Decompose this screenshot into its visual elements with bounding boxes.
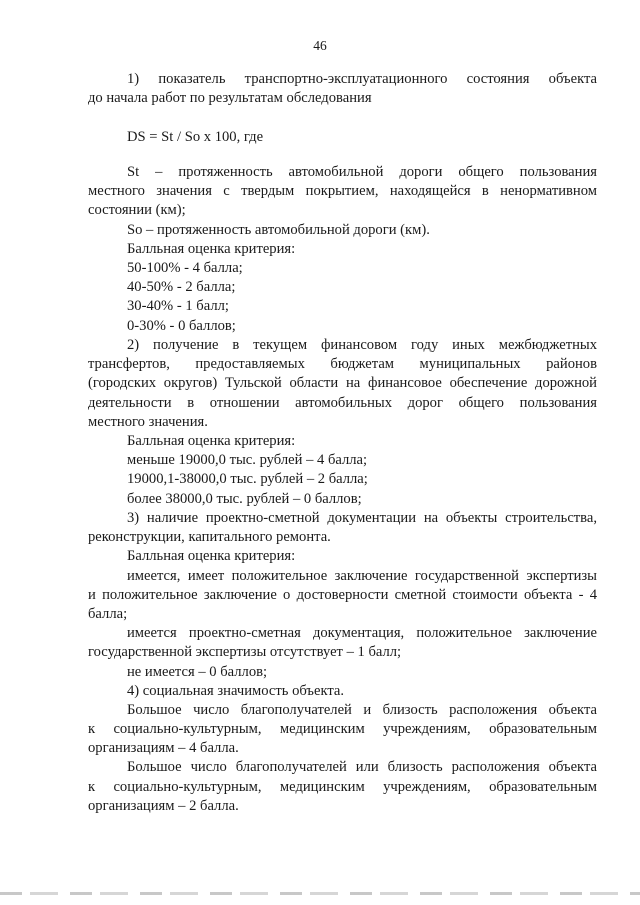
page-number: 46 (313, 38, 327, 53)
text-line: до начала работ по результатам обследования (88, 90, 372, 107)
text-line: имеется проектно-сметная документация, положительное заключение (127, 625, 597, 642)
scan-edge-artifact (0, 892, 640, 895)
score-heading: Балльная оценка критерия: (127, 432, 296, 449)
score-item: меньше 19000,0 тыс. рублей – 4 балла; (127, 452, 368, 469)
formula (88, 128, 597, 147)
text-line: балла; (88, 605, 128, 622)
text-line: организациям – 4 балла. (88, 740, 239, 757)
text-line: местного значения с твердым покрытием, находящейся в ненормативном (88, 183, 597, 200)
text-line: 3) наличие проектно-сметной документации на объекты строительства, (127, 510, 597, 526)
score-item: 30-40% - 1 балл; (127, 298, 229, 315)
text-line: деятельности в отношении автомобильных дорог общего пользования (88, 394, 597, 411)
text-line: государственной экспертизы отсутствует – 1 балл; (88, 644, 402, 661)
text-line: Большое число благополучателей и близость расположения объекта (127, 701, 597, 718)
text-line: 4) социальная значимость объекта. (127, 682, 345, 699)
text-line: к социально-культурным, медицинским учреждениям, образовательным (88, 778, 597, 795)
paragraph-indicator-2 (88, 336, 597, 509)
score-item: 19000,1-38000,0 тыс. рублей – 2 балла; (127, 471, 368, 488)
score-item: 0-30% - 0 баллов; (127, 317, 236, 334)
score-item: 50-100% - 4 балла; (127, 259, 243, 276)
text-line: имеется, имеет положительное заключение государственной экспертизы (127, 567, 597, 584)
text-line: к социально-культурным, медицинским учреждениям, образовательным (88, 721, 597, 738)
text-line: местного значения. (88, 413, 208, 430)
text-line: 1) показатель транспортно-эксплуатационного состояния объекта (127, 71, 597, 87)
text-line: St – протяженность автомобильной дороги общего пользования (127, 164, 597, 180)
paragraph-indicator-3 (88, 509, 597, 816)
score-item: не имеется – 0 баллов; (127, 663, 268, 680)
paragraph-indicator-1 (88, 70, 597, 108)
formula-line: DS = St / So x 100, где (127, 129, 264, 145)
text-line: трансфертов, предоставляемых бюджетам муниципальных районов (88, 356, 597, 373)
score-item: 40-50% - 2 балла; (127, 279, 236, 296)
score-heading: Балльная оценка критерия: (127, 548, 296, 565)
score-item: более 38000,0 тыс. рублей – 0 баллов; (127, 490, 362, 507)
text-line: (городских округов) Тульской области на финансовое обеспечение дорожной (88, 375, 597, 392)
text-line: организациям – 2 балла. (88, 797, 239, 814)
text-line: реконструкции, капитального ремонта. (88, 529, 331, 546)
text-line: Большое число благополучателей или близость расположения объекта (127, 759, 597, 776)
text-line: 2) получение в текущем финансовом году иных межбюджетных (127, 337, 597, 353)
paragraph-st-definition (88, 163, 597, 336)
score-heading: Балльная оценка критерия: (127, 240, 296, 257)
text-line: So – протяженность автомобильной дороги (км). (127, 221, 430, 238)
text-line: состоянии (км); (88, 202, 186, 219)
text-line: и положительное заключение о достоверности сметной стоимости объекта - 4 (88, 586, 597, 603)
